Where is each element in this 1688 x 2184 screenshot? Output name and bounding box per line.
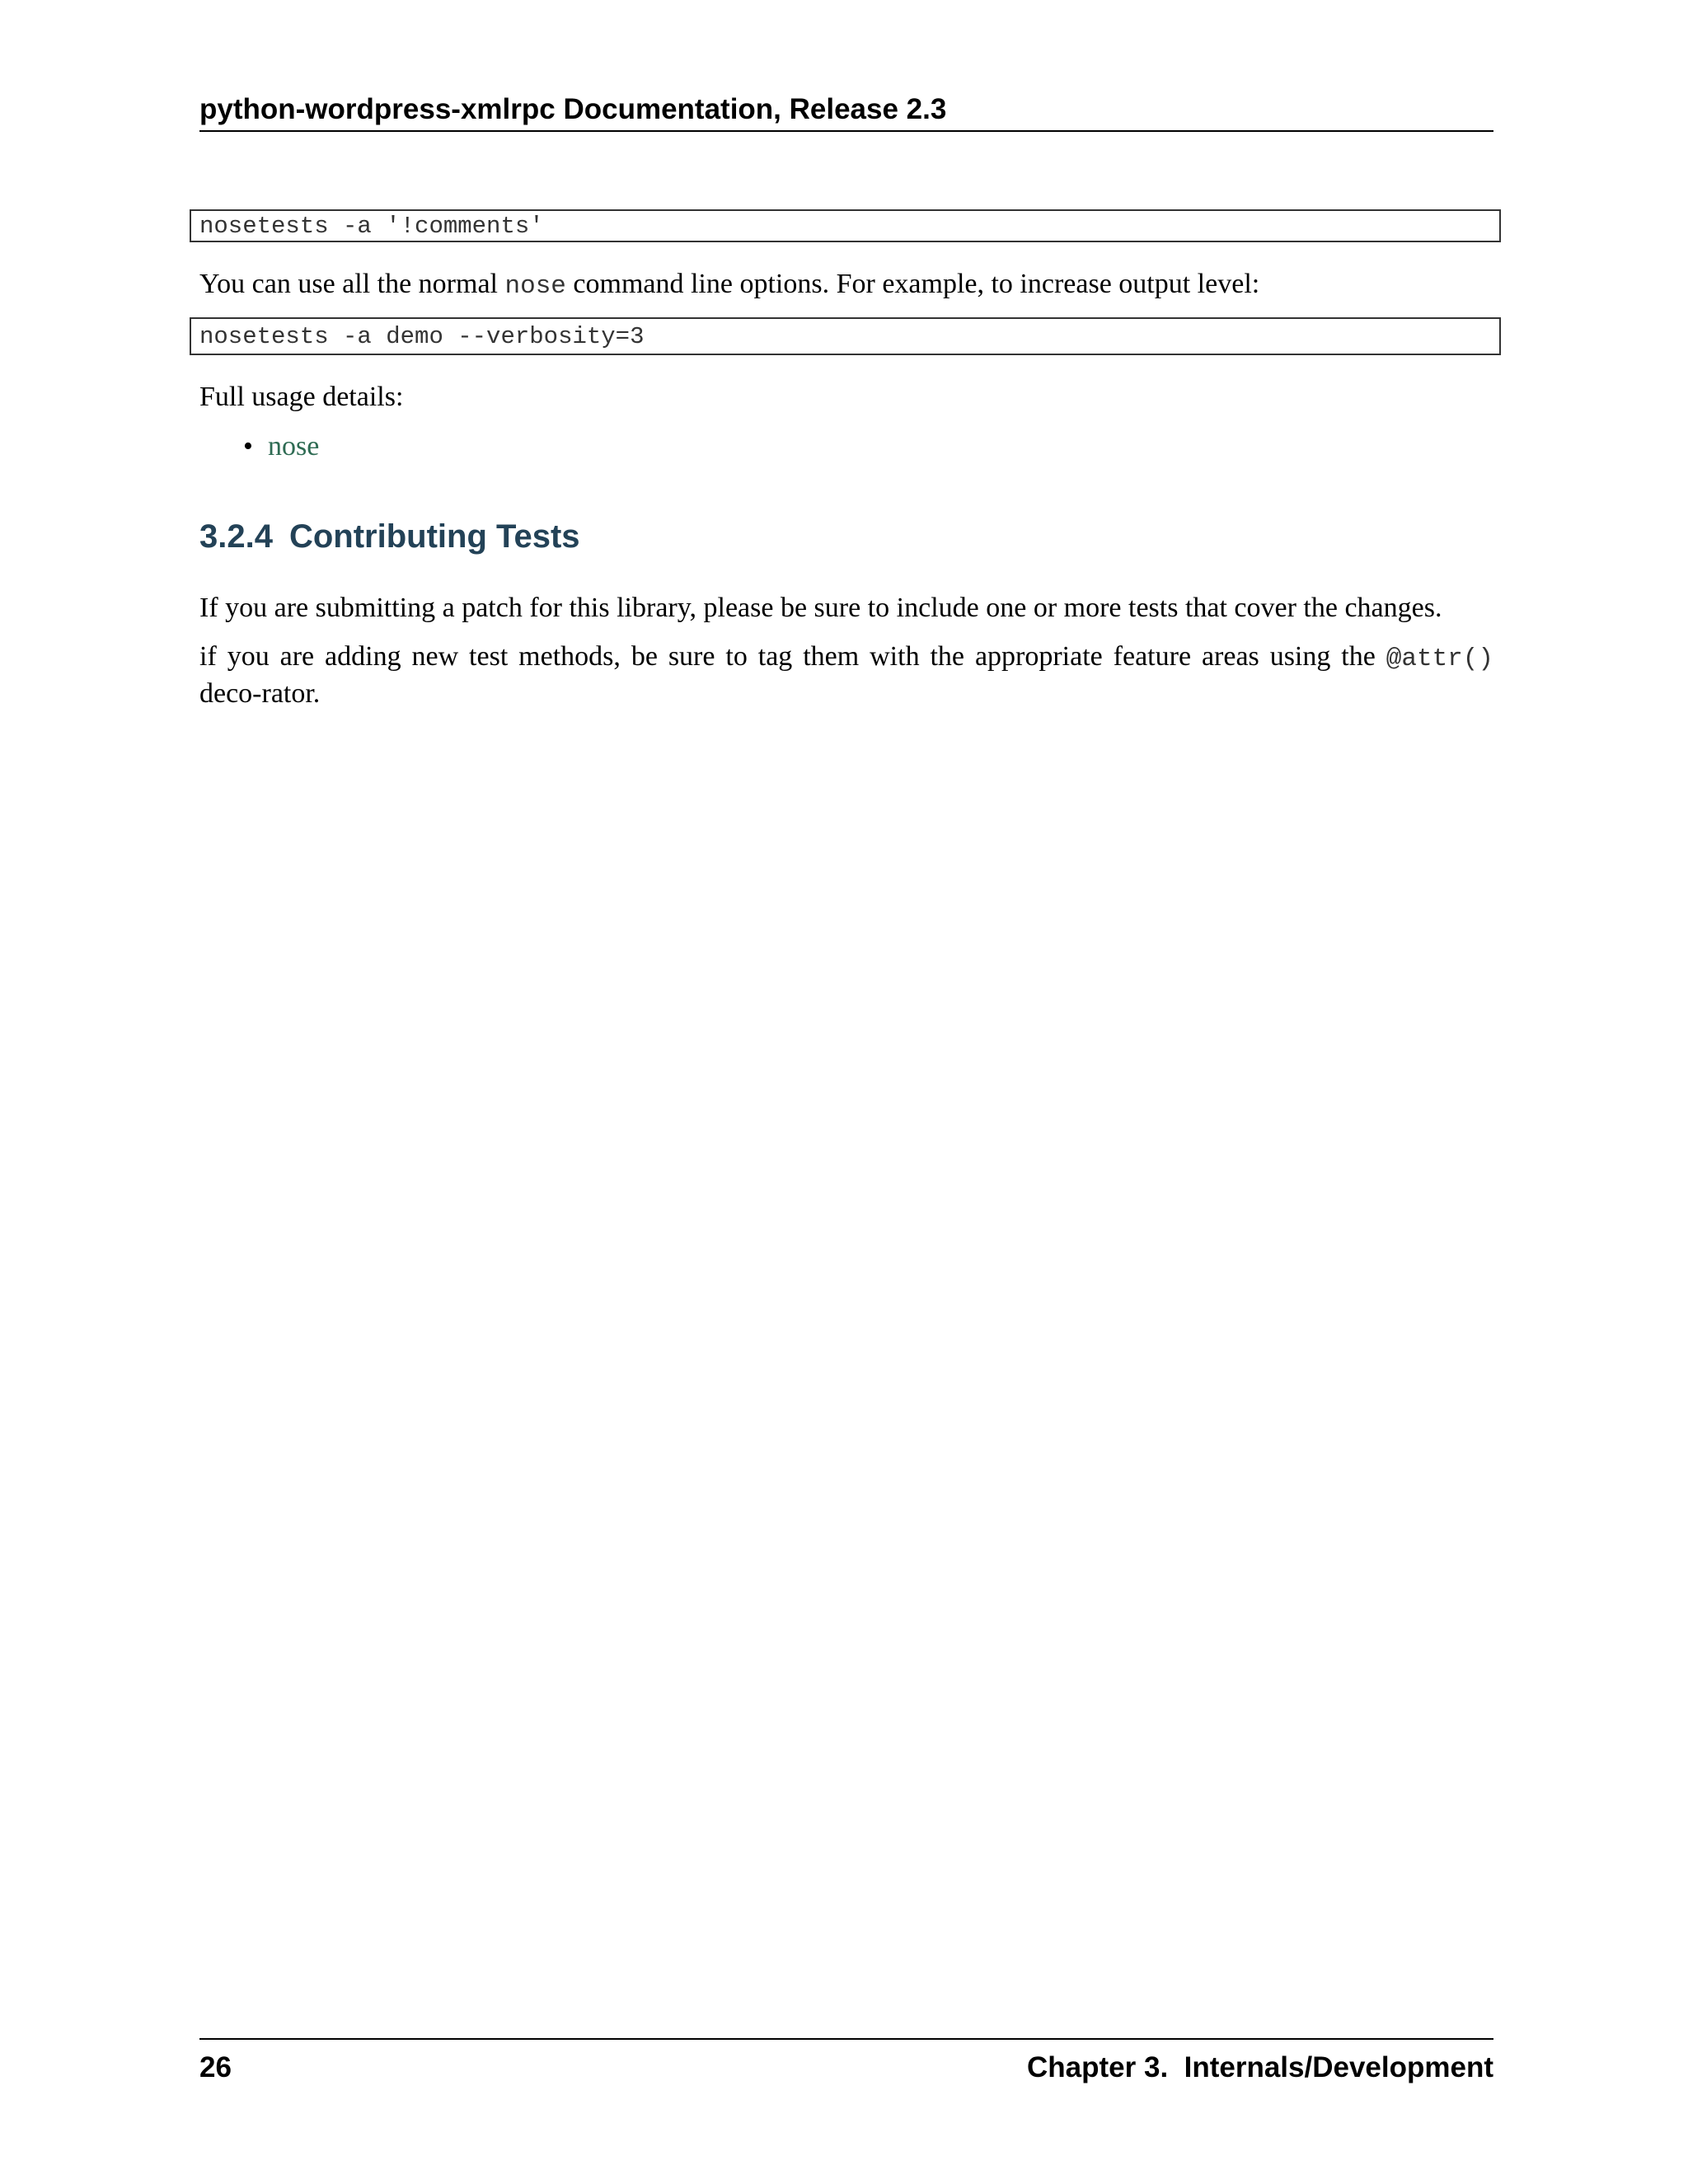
bullet-icon: • <box>243 431 253 462</box>
paragraph-text: You can use all the normal <box>199 269 505 299</box>
chapter-title: Chapter 3. Internals/Development <box>1027 2051 1493 2083</box>
paragraph-usage-details: Full usage details: <box>199 382 404 412</box>
paragraph-text: command line options. For example, to increase output level: <box>565 269 1260 299</box>
list-item <box>243 429 319 464</box>
paragraph-tag-tests <box>199 640 1493 711</box>
paragraph-command-options <box>199 267 1493 304</box>
document-title: python-wordpress-xmlrpc Documentation, Release 2.3 <box>199 93 947 125</box>
paragraph-submit-patch: If you are submitting a patch for this library, please be sure to include one or more tests that cover the changes. <box>199 593 1442 623</box>
page-number: 26 <box>199 2051 232 2083</box>
code-block-verbosity: nosetests -a demo --verbosity=3 <box>190 317 1501 355</box>
code-block-comments: nosetests -a '!comments' <box>190 209 1501 242</box>
nose-link[interactable]: nose <box>268 431 320 462</box>
paragraph-text: if you are adding new test methods, be sure to tag them with the appropriate feature areas using the <box>199 641 1386 672</box>
inline-code-attr: @attr() <box>1386 644 1493 673</box>
paragraph-text: deco-rator. <box>199 678 321 709</box>
page-footer <box>199 2038 1493 2089</box>
inline-code-nose: nose <box>504 272 566 301</box>
section-title: Contributing Tests <box>288 518 580 555</box>
usage-links-list <box>243 429 319 464</box>
page-header <box>199 92 1493 132</box>
section-heading <box>199 517 580 556</box>
section-number: 3.2.4 <box>199 518 273 555</box>
